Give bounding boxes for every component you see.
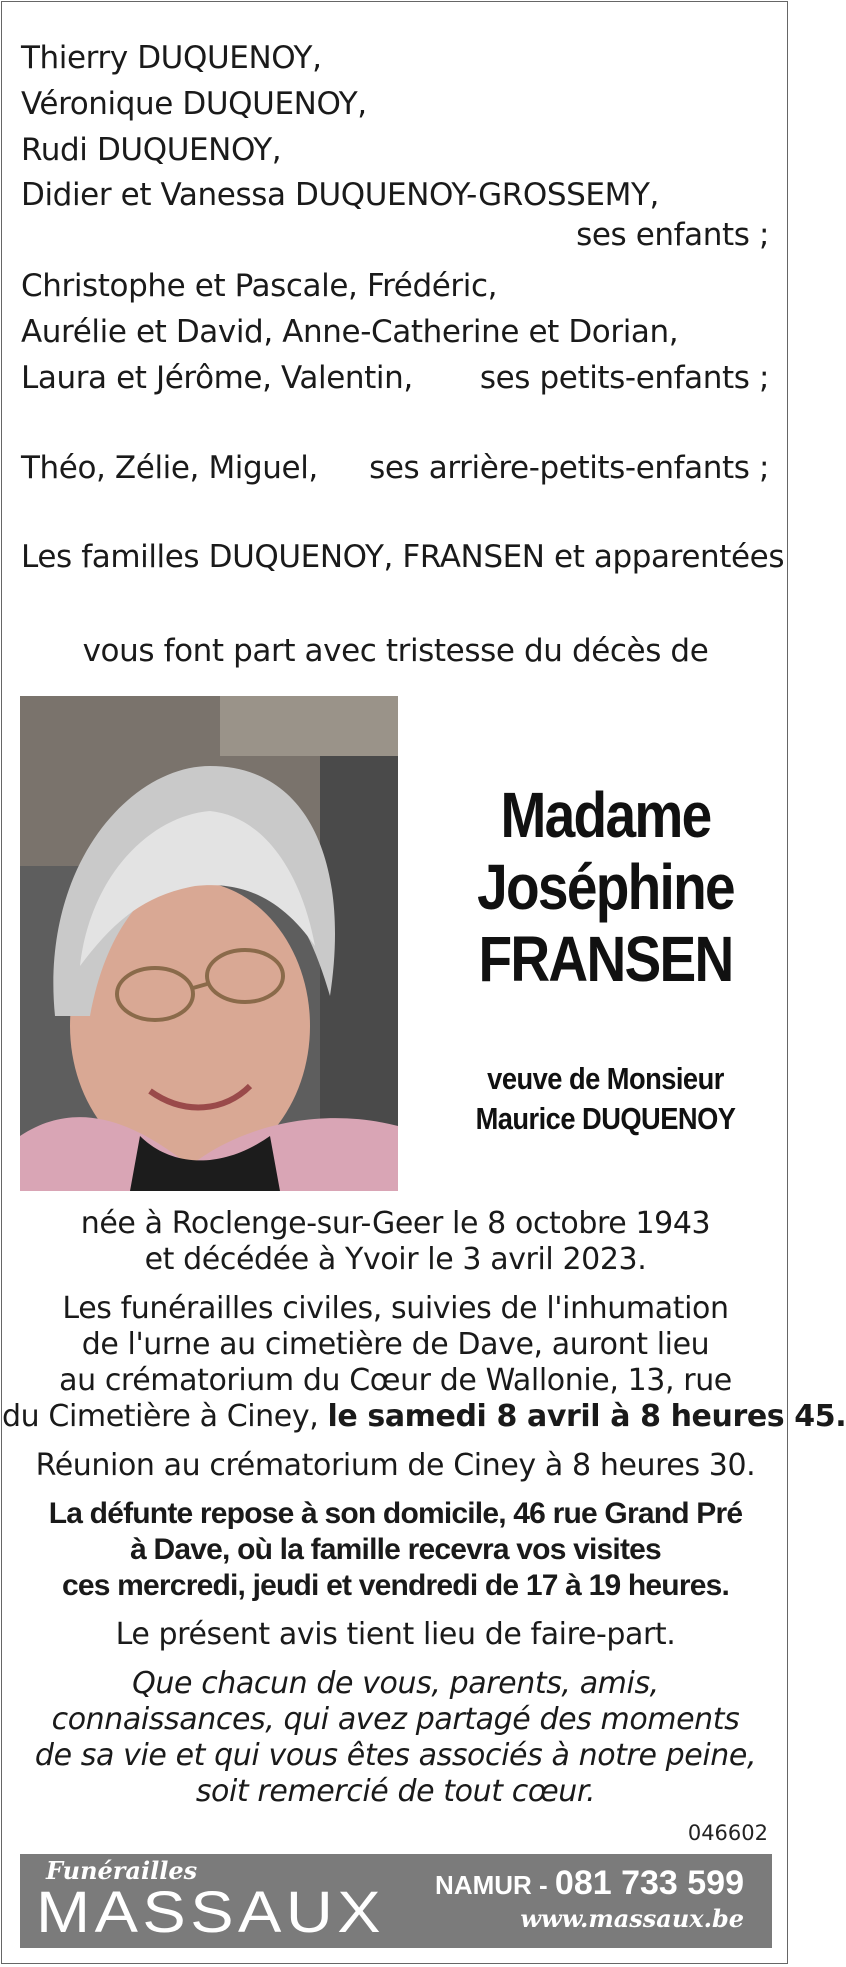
thanks-line: Que chacun de vous, parents, amis, xyxy=(132,1666,659,1701)
brand-logo: MASSAUX xyxy=(36,1880,386,1945)
deceased-last-name: FRANSEN xyxy=(478,923,733,995)
separator: - xyxy=(531,1870,555,1900)
children-role: ses enfants ; xyxy=(576,217,769,253)
funeral-home-banner xyxy=(20,1854,772,1948)
funeral-place: du Cimetière à Ciney, xyxy=(2,1399,319,1434)
meeting-line: Réunion au crématorium de Ciney à 8 heures 30. xyxy=(35,1448,756,1483)
grandchildren-line: Aurélie et David, Anne-Catherine et Dorian, xyxy=(21,314,679,350)
grandchildren-line: Christophe et Pascale, Frédéric, xyxy=(21,268,498,304)
thanks-line: de sa vie et qui vous êtes associés à notre peine, xyxy=(34,1738,757,1773)
child-name: Thierry DUQUENOY, xyxy=(21,40,322,76)
thanks-line: connaissances, qui avez partagé des moments xyxy=(51,1702,740,1737)
rest-line: à Dave, où la famille recevra vos visites xyxy=(130,1533,661,1566)
contact-row xyxy=(435,1864,744,1903)
funeral-date-line xyxy=(2,1399,846,1435)
portrait-image xyxy=(20,696,398,1191)
website-link[interactable]: www.massaux.be xyxy=(520,1904,744,1933)
reference-number: 046602 xyxy=(687,1821,768,1845)
rest-line: La défunte repose à son domicile, 46 rue Grand Pré xyxy=(48,1497,743,1530)
child-name: Rudi DUQUENOY, xyxy=(21,132,282,168)
great-grandchildren-role: ses arrière-petits-enfants ; xyxy=(369,450,769,486)
obituary-notice xyxy=(1,1,846,1964)
rest-line: ces mercredi, jeudi et vendredi de 17 à 19 heures. xyxy=(61,1569,729,1602)
birth-line: née à Roclenge-sur-Geer le 8 octobre 1943 xyxy=(80,1206,711,1241)
widow-line-2: Maurice DUQUENOY xyxy=(475,1101,736,1136)
funeral-label: Funérailles xyxy=(46,1856,198,1885)
grandchildren-role: ses petits-enfants ; xyxy=(479,360,769,396)
funeral-line: au crématorium du Cœur de Wallonie, 13, rue xyxy=(59,1363,732,1398)
child-name: Véronique DUQUENOY, xyxy=(21,86,367,122)
child-name: Didier et Vanessa DUQUENOY-GROSSEMY, xyxy=(21,177,659,213)
great-grandchildren-line: Théo, Zélie, Miguel, xyxy=(21,450,318,486)
deceased-title: Madame xyxy=(500,779,711,851)
deceased-name-block xyxy=(422,779,789,995)
funeral-line: Les funérailles civiles, suivies de l'inhumation xyxy=(62,1291,729,1326)
widow-block xyxy=(422,1059,789,1139)
deceased-first-name: Joséphine xyxy=(477,851,734,923)
notice-line: Le présent avis tient lieu de faire-part. xyxy=(115,1617,676,1652)
thanks-line: soit remercié de tout cœur. xyxy=(195,1774,596,1809)
widow-line-1: veuve de Monsieur xyxy=(487,1061,724,1096)
death-line: et décédée à Yvoir le 3 avril 2023. xyxy=(144,1242,647,1277)
city-label: NAMUR xyxy=(435,1870,532,1900)
families-line: Les familles DUQUENOY, FRANSEN et apparentées xyxy=(21,539,785,575)
deceased-photo xyxy=(20,696,398,1191)
phone-number: 081 733 599 xyxy=(554,1864,744,1902)
funeral-datetime: le samedi 8 avril à 8 heures 45. xyxy=(327,1399,846,1434)
grandchildren-line: Laura et Jérôme, Valentin, xyxy=(21,360,413,396)
announcement-line: vous font part avec tristesse du décès de xyxy=(82,633,709,669)
funeral-line: de l'urne au cimetière de Dave, auront lieu xyxy=(81,1327,710,1362)
